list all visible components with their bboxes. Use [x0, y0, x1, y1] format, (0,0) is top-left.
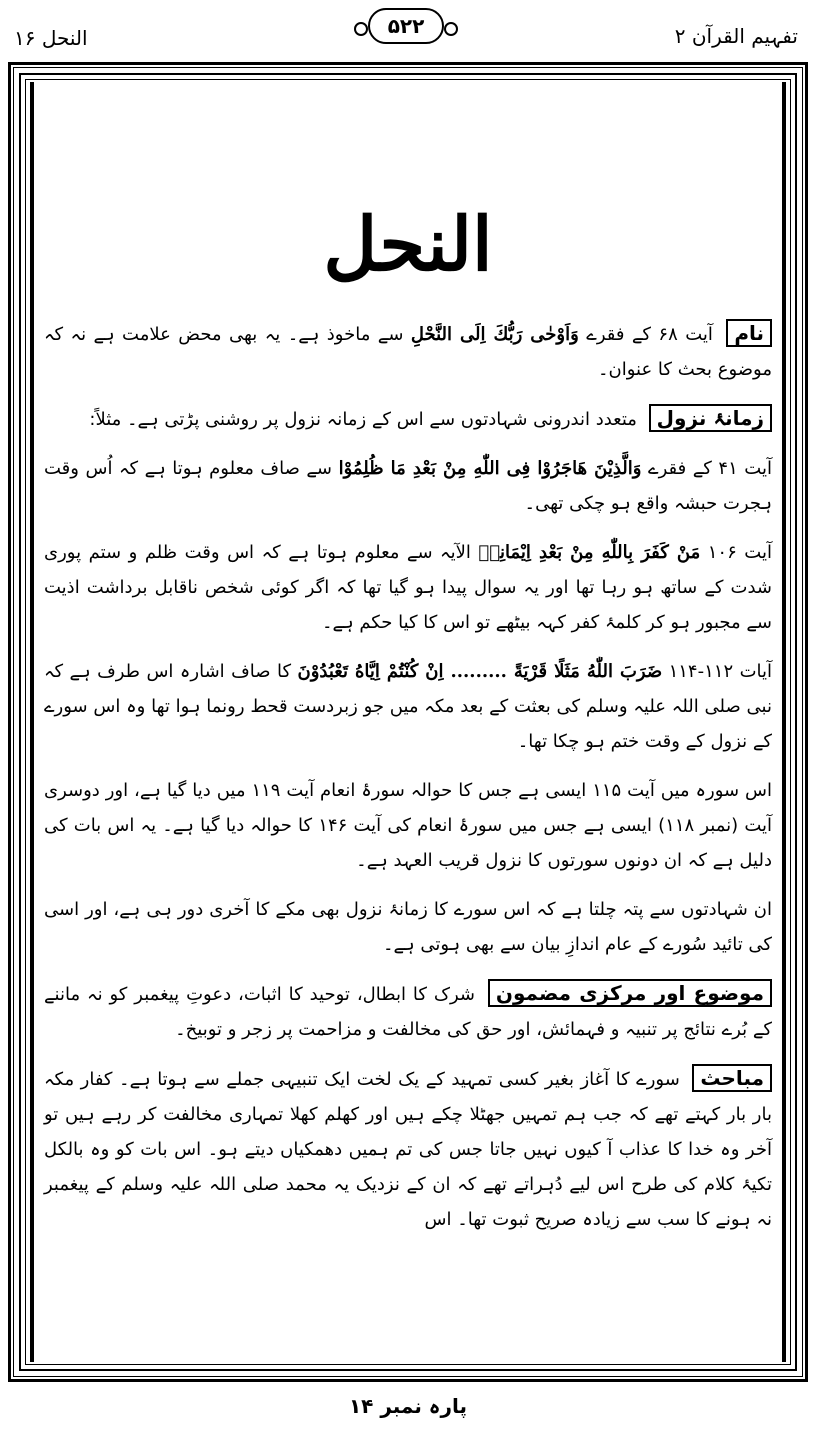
- paragraph-quote: ضَرَبَ اللّٰهُ مَثَلًا قَرْیَةً ......... اِنْ كُنْتُمْ اِیَّاهُ تَعْبُدُوْنَ: [297, 661, 663, 682]
- section-heading-revelation: زمانۂ نزول: [649, 404, 772, 432]
- paragraph-text: اس سورہ میں آیت ۱۱۵ ایسی ہے جس کا حوالہ سورۂ انعام آیت ۱۱۹ میں دیا گیا ہے، اور دوسری آیت (نمبر ۱۱۸) ایسی ہے جس میں سورۂ انعام کی آیت ۱۴۶ کا حوالہ دیا گیا ہے۔ یہ اس بات کی دلیل ہے کہ ان دونوں سورتوں کا نزول قریب العہد ہے۔: [44, 780, 773, 871]
- paragraph-text: الآیہ سے معلوم ہوتا ہے کہ اس وقت ظلم و ستم پوری شدت کے ساتھ ہو رہا تھا اور یہ سوال پیدا ہو گیا تھا کہ اگر کوئی شخص ناقابل برداشت اذیت سے مجبور ہو کر کلمۂ کفر کہہ بیٹھے تو اس کا کیا حکم ہے۔: [44, 542, 772, 633]
- section-name-body: آیت ۶۸ کے فقرے: [586, 324, 713, 345]
- paragraph-text: آیات ۱۱۲-۱۱۴: [668, 661, 773, 682]
- section-revelation-body: متعدد اندرونی شہادتوں سے اس کے زمانہ نزول پر روشنی پڑتی ہے۔ مثلاً:: [89, 409, 637, 430]
- paragraph: [44, 773, 772, 878]
- section-name-tail: سے ماخوذ ہے۔ یہ بھی محض علامت ہے نہ کہ موضوع بحث کا عنوان۔: [44, 324, 772, 380]
- paragraph-text: سے صاف معلوم ہوتا ہے کہ اُس وقت ہجرت حبشہ واقع ہو چکی تھی۔: [44, 458, 772, 514]
- paragraph-text: آیت ۴۱ کے فقرے: [648, 458, 772, 479]
- footer-para-number: پارہ نمبر ۱۴: [348, 1394, 468, 1418]
- paragraph-text: کا صاف اشارہ اس طرف ہے کہ نبی صلی اللہ علیہ وسلم کی بعثت کے بعد مکہ میں جو زبردست قحط رونما ہوا تھا وہ اس سورے کے نزول کے وقت ختم ہو چکا تھا۔: [44, 661, 772, 752]
- section-heading-name: نام: [726, 319, 772, 347]
- page-content: [44, 96, 772, 1366]
- frame-rail-left: [30, 82, 34, 1362]
- section-topics: [44, 1061, 772, 1237]
- paragraph-text: آیت ۱۰۶: [707, 542, 772, 563]
- paragraph: [44, 535, 772, 640]
- section-theme-body: شرک کا ابطال، توحید کا اثبات، دعوتِ پیغمبر کو نہ ماننے کے بُرے نتائج پر تنبیہ و فہمائش، اور حق کی مخالفت و مزاحمت پر زجر و توبیخ۔: [44, 984, 772, 1040]
- section-heading-topics: مباحث: [692, 1064, 772, 1092]
- paragraph: [44, 451, 772, 521]
- paragraph-text: ان شہادتوں سے پتہ چلتا ہے کہ اس سورے کا زمانۂ نزول بھی مکے کا آخری دور ہی ہے، اور اسی کی تائید سُورے کے عام اندازِ بیان سے بھی ہوتی ہے۔: [44, 899, 772, 955]
- section-heading-theme: موضوع اور مرکزی مضمون: [488, 979, 772, 1007]
- header-book-title: تفہیم القرآن ۲: [674, 24, 798, 48]
- section-name: [44, 316, 772, 387]
- header-surah-name: النحل ۱۶: [14, 26, 88, 50]
- header-page-number: ۵۲۲: [368, 8, 444, 44]
- paragraph: [44, 892, 772, 962]
- paragraph-quote: مَنْ كَفَرَ بِاللّٰهِ مِنْ بَعْدِ اِیْمَانِهٖ: [478, 542, 701, 563]
- section-topics-body: سورے کا آغاز بغیر کسی تمہید کے یک لخت ایک تنبیہی جملے سے ہوتا ہے۔ کفار مکہ بار بار کہتے تھے کہ جب ہم تمہیں جھٹلا چکے ہیں اور کھلم کھلا تمہاری مخالفت کر رہے ہیں تو آخر وہ خدا کا عذاب آ کیوں نہیں جاتا جس کی تم ہمیں دھمکیاں دیتے ہو۔ اس بات کو وہ بالکل تکیۂ کلام کی طرح اس لیے دُہراتے تھے کہ ان کے نزدیک یہ محمد صلی اللہ علیہ وسلم کے پیغمبر نہ ہونے کا سب سے زیادہ صریح ثبوت تھا۔ اس: [44, 1069, 772, 1230]
- section-theme: [44, 976, 772, 1047]
- section-name-quote: وَاَوْحٰی رَبُّكَ اِلَی النَّحْلِ: [410, 324, 579, 345]
- paragraph: [44, 654, 772, 759]
- paragraph-quote: وَالَّذِیْنَ هَاجَرُوْا فِی اللّٰهِ مِنْ بَعْدِ مَا ظُلِمُوْا: [338, 458, 642, 479]
- frame-rail-right: [782, 82, 786, 1362]
- surah-title: النحل: [323, 202, 493, 288]
- section-revelation: [44, 401, 772, 437]
